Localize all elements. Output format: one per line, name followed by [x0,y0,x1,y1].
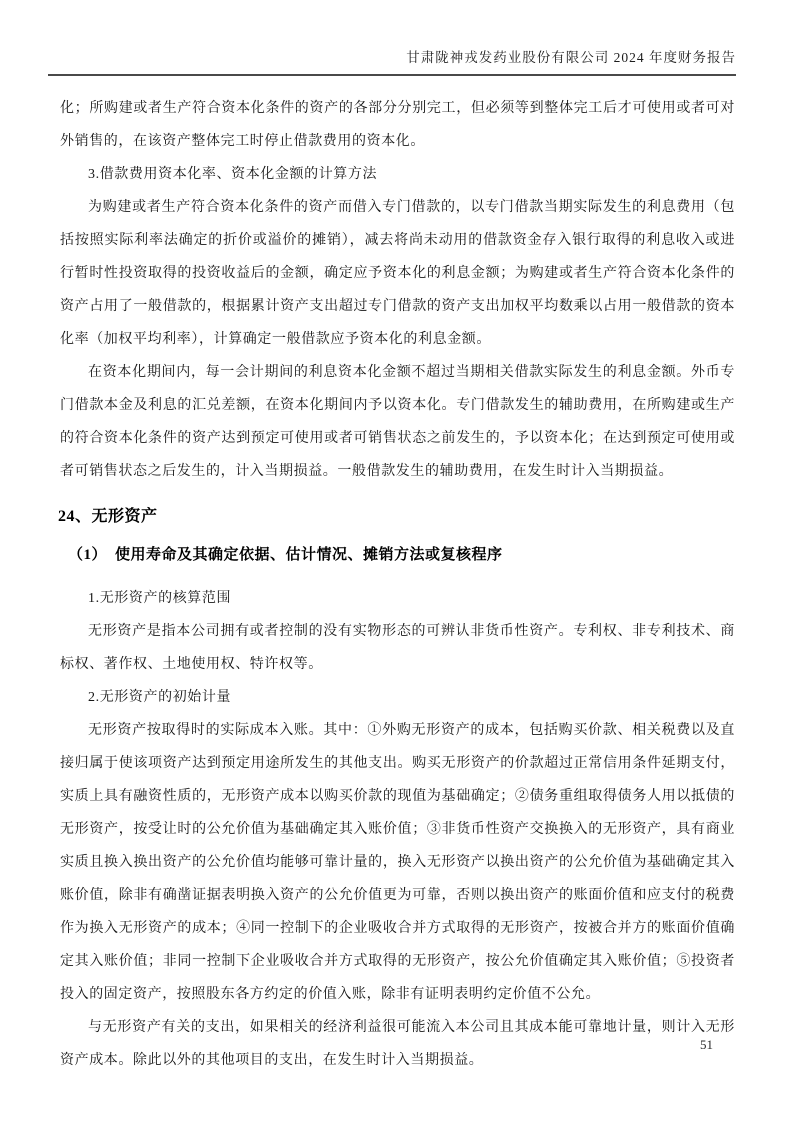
numbered-item-capitalization-rate: 3.借款费用资本化率、资本化金额的计算方法 [88,167,378,182]
numbered-item-accounting-scope: 1.无形资产的核算范围 [88,591,232,606]
page-content [60,92,735,1077]
numbered-item-initial-measurement: 2.无形资产的初始计量 [88,690,232,705]
paragraph-capitalization-period: 在资本化期间内，每一会计期间的利息资本化金额不超过当期相关借款实际发生的利息金额。外币专门借款本金及利息的汇兑差额，在资本化期间内予以资本化。专门借款发生的辅助费用，在所购建或生产的符合资本化条件的资产达到预定可使用或者可销售状态之前发生的，予以资本化；在达到预定可使用或者可销售状态之后发生的，计入当期损益。一般借款发生的辅助费用，在发生时计入当期损益。 [60,365,735,479]
section-heading-intangible-assets: 24、无形资产 [58,508,158,525]
subsection-heading-useful-life: （1） 使用寿命及其确定依据、估计情况、摊销方法或复核程序 [68,547,503,563]
paragraph-special-borrowings: 为购建或者生产符合资本化条件的资产而借入专门借款的，以专门借款当期实际发生的利息费用（包括按照实际利率法确定的折价或溢价的摊销），减去将尚未动用的借款资金存入银行取得的利息收入或进行暂时性投资取得的投资收益后的金额，确定应予资本化的利息金额；为购建或者生产符合资本化条件的资产占用了一般借款的，根据累计资产支出超过专门借款的资产支出加权平均数乘以占用一般借款的资本化率（加权平均利率），计算确定一般借款应予资本化的利息金额。 [60,200,735,347]
page-header: 甘肃陇神戎发药业股份有限公司 2024 年度财务报告 [48,48,736,76]
paragraph-borrowing-costs-continuation: 化；所购建或者生产符合资本化条件的资产的各部分分别完工，但必须等到整体完工后才可使用或者可对外销售的，在该资产整体完工时停止借款费用的资本化。 [60,101,735,149]
paragraph-related-expenditure: 与无形资产有关的支出，如果相关的经济利益很可能流入本公司且其成本能可靠地计量，则计入无形资产成本。除此以外的其他项目的支出，在发生时计入当期损益。 [60,1020,735,1068]
paragraph-initial-measurement-detail: 无形资产按取得时的实际成本入账。其中：①外购无形资产的成本，包括购买价款、相关税费以及直接归属于使该项资产达到预定用途所发生的其他支出。购买无形资产的价款超过正常信用条件延期支付，实质上具有融资性质的，无形资产成本以购买价款的现值为基础确定；②债务重组取得债务人用以抵债的无形资产，按受让时的公允价值为基础确定其入账价值；③非货币性资产交换换入的无形资产，具有商业实质且换入换出资产的公允价值均能够可靠计量的，换入无形资产以换出资产的公允价值为基础确定其入账价值，除非有确凿证据表明换入资产的公允价值更为可靠，否则以换出资产的账面价值和应支付的税费作为换入无形资产的成本；④同一控制下的企业吸收合并方式取得的无形资产，按被合并方的账面价值确定其入账价值；非同一控制下企业吸收合并方式取得的无形资产，按公允价值确定其入账价值；⑤投资者投入的固定资产，按照股东各方约定的价值入账，除非有证明表明约定价值不公允。 [60,723,735,1002]
paragraph-intangible-definition: 无形资产是指本公司拥有或者控制的没有实物形态的可辨认非货币性资产。专利权、非专利技术、商标权、著作权、土地使用权、特许权等。 [60,624,735,672]
page-number: 51 [700,1037,713,1052]
